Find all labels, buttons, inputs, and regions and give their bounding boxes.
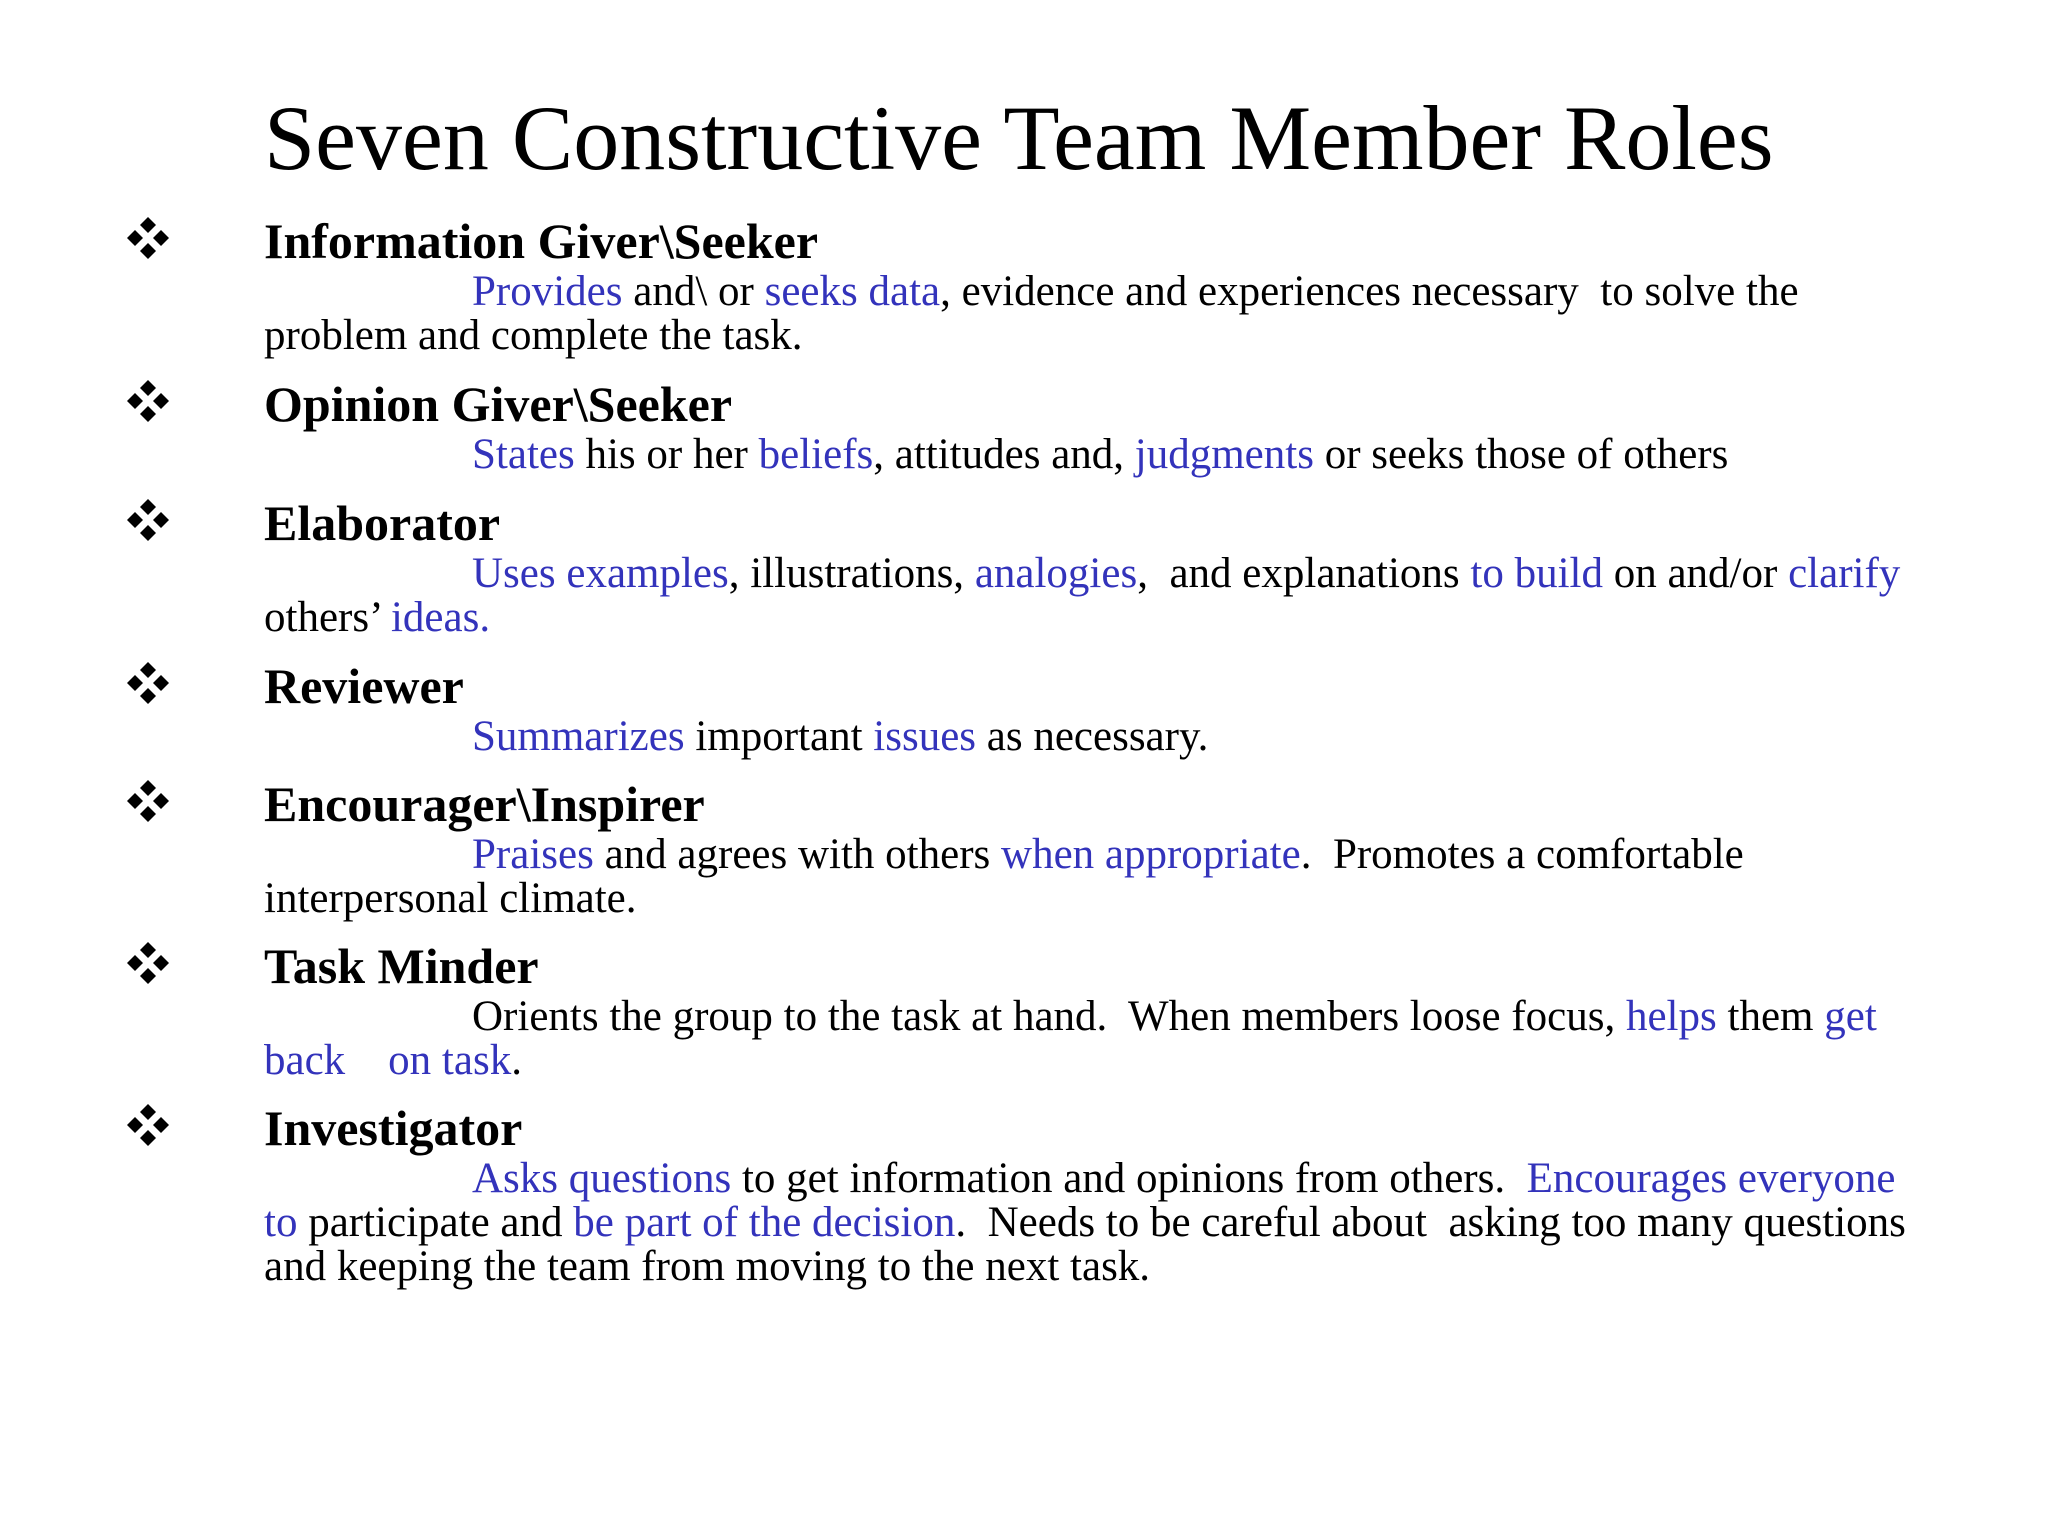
role-name: Elaborator [264,495,501,551]
highlighted-text: issues [873,713,977,760]
role-name: Opinion Giver\Seeker [264,376,733,432]
description-text: . Needs to be careful about asking too many questions and keeping the team from moving to the next task. [264,1199,1917,1290]
four-diamond-bullet-icon [126,216,170,260]
highlighted-text: seeks data [764,268,941,315]
highlighted-text: be part of the decision [573,1199,956,1246]
highlighted-text: Provides [472,268,623,315]
description-text: , evidence and experiences necessary to solve the problem and complete the task. [264,268,1810,359]
four-diamond-bullet-icon [126,379,170,423]
role-name: Task Minder [264,938,539,994]
four-diamond-bullet-icon [126,779,170,823]
highlighted-text: helps [1625,993,1717,1040]
four-diamond-bullet-icon [126,661,170,705]
description-text: or seeks those of others [1313,431,1729,478]
description-text: . Promotes a comfortable interpersonal climate. [264,831,1755,922]
highlighted-text: Summarizes [472,713,685,760]
description-text: . [511,1037,522,1084]
description-text: and\ or [622,268,765,315]
highlighted-text: ideas. [390,594,491,641]
description-text [345,1037,388,1084]
description-text: to get information and opinions from others. [731,1155,1527,1202]
role-name: Reviewer [264,658,464,714]
description-text: , and explanations [1137,550,1471,597]
four-diamond-bullet-icon [126,941,170,985]
highlighted-text: to build [1470,550,1603,597]
description-text: his or her [574,431,759,478]
role-description [264,552,1924,640]
description-text: as necessary. [976,713,1209,760]
description-text: Orients the group to the task at hand. When members loose focus, [472,993,1626,1040]
highlighted-text: judgments [1134,431,1314,478]
highlighted-text: Uses examples [472,550,729,597]
highlighted-text: Praises [472,831,594,878]
highlighted-text: States [472,431,575,478]
highlighted-text: get back [264,993,1888,1084]
role-name: Investigator [264,1100,523,1156]
highlighted-text: analogies [974,550,1138,597]
slide-title: Seven Constructive Team Member Roles [264,87,1774,189]
highlighted-text: Encourages everyone to [264,1155,1907,1246]
description-text: on and/or [1602,550,1789,597]
description-text: , illustrations, [728,550,975,597]
role-name: Encourager\Inspirer [264,776,705,832]
description-text: , attitudes and, [873,431,1135,478]
highlighted-text: beliefs [758,431,874,478]
description-text: others’ [264,550,1912,641]
description-text: them [1716,993,1825,1040]
highlighted-text: clarify [1788,550,1901,597]
role-description [264,433,1924,477]
four-diamond-bullet-icon [126,498,170,542]
four-diamond-bullet-icon [126,1103,170,1147]
role-description [264,1157,1924,1289]
role-description [264,270,1924,358]
highlighted-text: Asks questions [472,1155,732,1202]
role-name: Information Giver\Seeker [264,213,819,269]
description-text: participate and [297,1199,574,1246]
highlighted-text: on task [388,1037,512,1084]
role-description [264,833,1924,921]
description-text: important [684,713,874,760]
role-description [264,995,1924,1083]
description-text: and agrees with others [593,831,1002,878]
highlighted-text: when appropriate [1001,831,1301,878]
role-description [264,715,1924,759]
